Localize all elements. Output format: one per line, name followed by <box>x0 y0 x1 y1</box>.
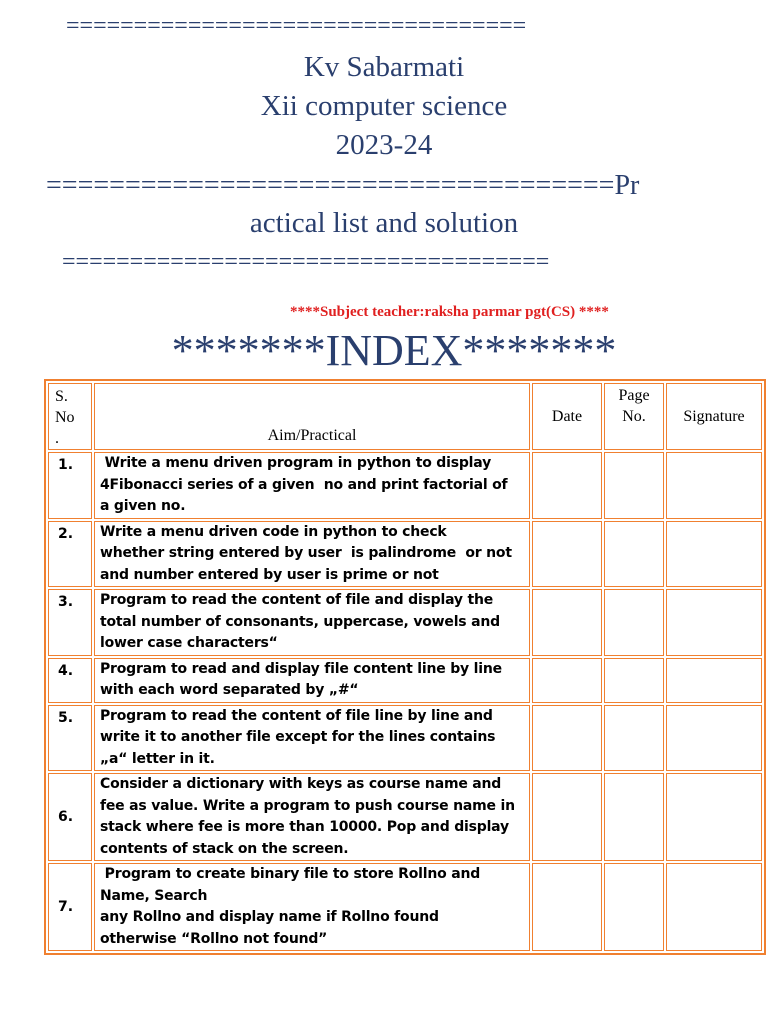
row-page-cell <box>604 521 664 588</box>
row-aim <box>94 863 530 951</box>
aim-line: Program to read the content of file and display the <box>100 592 494 608</box>
aim-line: fee as value. Write a program to push course name in <box>100 797 515 814</box>
aim-line: any Rollno and display name if Rollno found <box>100 909 439 925</box>
row-page-cell <box>604 773 664 861</box>
row-date-cell <box>532 452 602 519</box>
aim-line: Write a menu driven code in python to check <box>100 523 447 540</box>
aim-line: Consider a dictionary with keys as course name and <box>100 776 502 792</box>
aim-line: contents of stack on the screen. <box>100 840 349 857</box>
header-date: Date <box>532 383 602 450</box>
aim-line: lower case characters“ <box>100 635 278 651</box>
row-aim <box>94 773 530 861</box>
row-page-cell <box>604 658 664 703</box>
row-aim <box>94 589 530 656</box>
row-signature-cell <box>666 658 762 703</box>
aim-line: a given no. <box>100 498 186 514</box>
aim-line: Program to create binary file to store Rollno and <box>100 866 481 882</box>
row-number: 2. <box>48 521 92 588</box>
row-number: 7. <box>48 863 92 951</box>
row-aim <box>94 452 530 519</box>
row-date-cell <box>532 773 602 861</box>
table-header-row <box>48 383 762 450</box>
row-page-cell <box>604 452 664 519</box>
aim-line: 4Fibonacci series of a given no and print factorial of <box>100 476 508 493</box>
table-row <box>48 658 762 703</box>
row-number: 3. <box>48 589 92 656</box>
school-name: Kv Sabarmati <box>303 51 465 83</box>
table-row <box>48 773 762 861</box>
separator-top: ================================== <box>66 13 527 39</box>
row-aim <box>94 521 530 588</box>
row-date-cell <box>532 658 602 703</box>
row-page-cell <box>604 705 664 772</box>
table-row <box>48 705 762 772</box>
aim-line: write it to another file except for the lines contains <box>100 729 496 745</box>
subject-teacher-line: ****Subject teacher:raksha parmar pgt(CS) **** <box>290 304 609 320</box>
row-number: 6. <box>48 773 92 861</box>
row-signature-cell <box>666 521 762 588</box>
session-year: 2023-24 <box>335 129 433 161</box>
row-date-cell <box>532 863 602 951</box>
aim-line: Program to read the content of file line by line and <box>100 707 493 724</box>
row-page-cell <box>604 863 664 951</box>
row-date-cell <box>532 705 602 772</box>
aim-line: Write a menu driven program in python to display <box>100 455 492 471</box>
row-signature-cell <box>666 773 762 861</box>
row-signature-cell <box>666 863 762 951</box>
header-signature: Signature <box>666 383 762 450</box>
row-aim <box>94 658 530 703</box>
row-date-cell <box>532 589 602 656</box>
aim-line: total number of consonants, uppercase, vowels and <box>100 613 500 630</box>
row-number: 5. <box>48 705 92 772</box>
aim-line: Name, Search <box>100 887 208 904</box>
subject-title: Xii computer science <box>260 90 508 122</box>
title-continuation: actical list and solution <box>249 207 519 239</box>
aim-line: stack where fee is more than 10000. Pop and display <box>100 819 509 835</box>
aim-line: with each word separated by „#“ <box>100 682 359 698</box>
row-number: 4. <box>48 658 92 703</box>
separator-bottom: ==================================== <box>62 249 550 275</box>
row-page-cell <box>604 589 664 656</box>
row-signature-cell <box>666 452 762 519</box>
separator-mid: ====================================Pr <box>46 170 640 201</box>
table-row <box>48 589 762 656</box>
row-aim <box>94 705 530 772</box>
table-row <box>48 863 762 951</box>
row-signature-cell <box>666 705 762 772</box>
index-title: *******INDEX******* <box>171 326 617 375</box>
table-row <box>48 452 762 519</box>
aim-line: „a“ letter in it. <box>100 750 215 767</box>
aim-line: otherwise “Rollno not found” <box>100 930 328 947</box>
table-row <box>48 521 762 588</box>
aim-line: Program to read and display file content line by line <box>100 660 502 677</box>
header-aim: Aim/Practical <box>94 383 530 450</box>
row-date-cell <box>532 521 602 588</box>
header-sno: S. No . <box>48 383 92 450</box>
aim-line: and number entered by user is prime or not <box>100 566 439 583</box>
aim-line: whether string entered by user is palindrome or not <box>100 545 512 561</box>
row-signature-cell <box>666 589 762 656</box>
index-table <box>44 379 766 955</box>
row-number: 1. <box>48 452 92 519</box>
header-page-no: Page No. <box>604 383 664 450</box>
